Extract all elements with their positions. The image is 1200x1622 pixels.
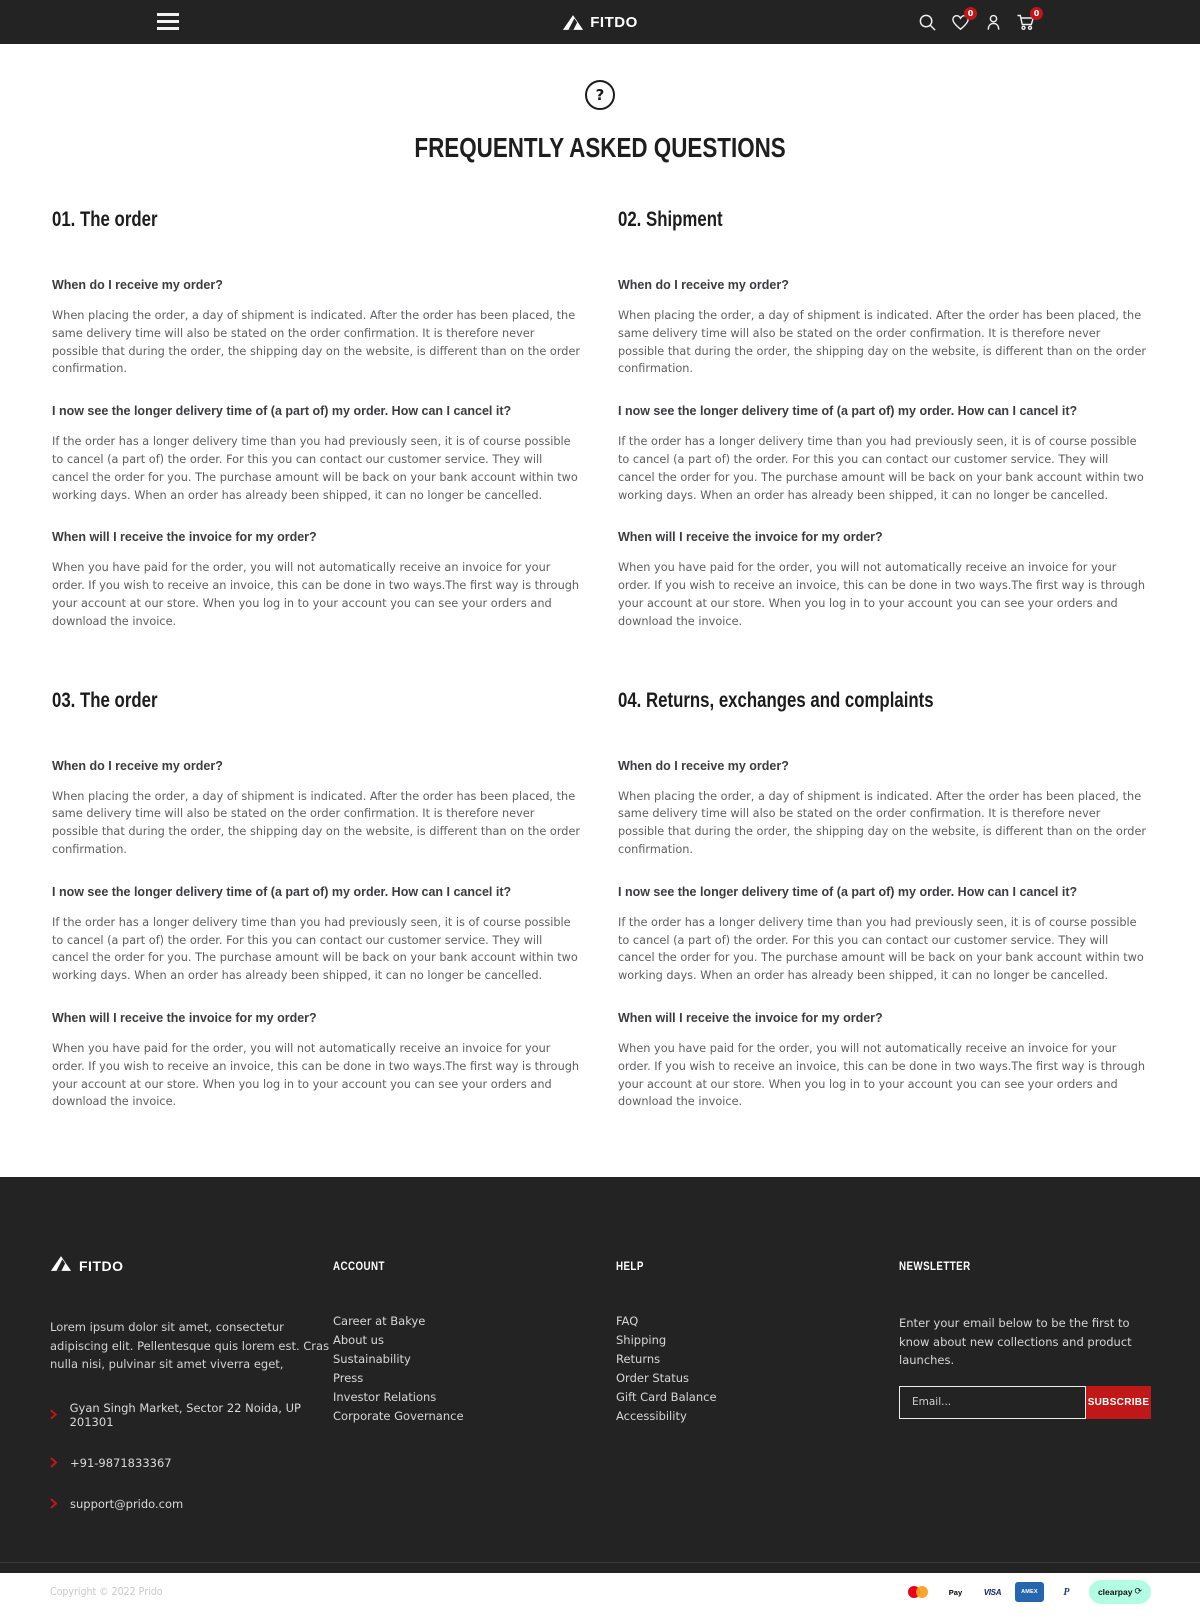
site-header	[0, 0, 1200, 44]
footer-link-gift-card-balance[interactable]: Gift Card Balance	[616, 1390, 717, 1405]
faq-answer: If the order has a longer delivery time than you had previously seen, it is of course possible to cancel (a part of) the order. For this you can contact our customer service. They will cancel the order for you. The purchase amount will be back on your bank account within two working days. When an order has already been shipped, it can no longer be cancelled.	[52, 915, 578, 983]
footer-link-sustainability[interactable]: Sustainability	[333, 1352, 411, 1367]
faq-question: When do I receive my order?	[618, 278, 789, 292]
logo[interactable]	[562, 14, 638, 31]
paypal-icon: P	[1052, 1582, 1081, 1602]
faq-item	[52, 885, 582, 985]
wishlist-count-badge: 0	[964, 7, 977, 20]
faq-answer: If the order has a longer delivery time than you had previously seen, it is of course possible to cancel (a part of) the order. For this you can contact our customer service. They will cancel the order for you. The purchase amount will be back on your bank account within two working days. When an order has already been shipped, it can no longer be cancelled.	[618, 915, 1144, 983]
site-footer	[0, 1177, 1200, 1599]
faq-question: I now see the longer delivery time of (a part of) my order. How can I cancel it?	[618, 884, 1078, 899]
faq-question: When do I receive my order?	[52, 278, 223, 292]
footer-about-column	[50, 1255, 333, 1511]
footer-link-shipping[interactable]: Shipping	[616, 1333, 667, 1348]
footer-account-column	[333, 1255, 616, 1511]
amex-icon: AMEX	[1015, 1582, 1044, 1602]
faq-item	[52, 404, 582, 504]
copyright-text: Copyright © 2022 Prido	[50, 1586, 163, 1599]
section-heading: 02. Shipment	[618, 208, 723, 231]
footer-account-links	[333, 1312, 616, 1426]
cart-count-badge: 0	[1030, 7, 1043, 20]
footer-link-press[interactable]: Press	[333, 1371, 364, 1386]
account-icon[interactable]	[982, 11, 1004, 33]
footer-logo[interactable]	[50, 1255, 333, 1276]
faq-question: When do I receive my order?	[618, 758, 789, 773]
main-content	[0, 44, 1200, 1111]
footer-account-heading: ACCOUNT	[333, 1261, 385, 1274]
footer-link-faq[interactable]: FAQ	[616, 1314, 639, 1329]
faq-answer: When placing the order, a day of shipment is indicated. After the order has been placed, the same delivery time will also be stated on the order confirmation. It is therefore never possible that during the order, the shipping day on the website, is different than on the order confirmation.	[52, 309, 581, 376]
faq-question: I now see the longer delivery time of (a part of) my order. How can I cancel it?	[52, 884, 512, 899]
chevron-right-icon	[50, 1457, 57, 1468]
footer-help-heading: HELP	[616, 1261, 644, 1274]
footer-phone[interactable]: +91-9871833367	[50, 1456, 333, 1470]
faq-answer: When placing the order, a day of shipment is indicated. After the order has been placed, the same delivery time will also be stated on the order confirmation. It is therefore never possible that during the order, the shipping day on the website, is different than on the order confirmation.	[618, 309, 1147, 376]
wishlist-icon[interactable]	[949, 9, 974, 33]
newsletter-form	[899, 1386, 1151, 1419]
visa-icon: VISA	[978, 1582, 1007, 1602]
faq-answer: When you have paid for the order, you will not automatically receive an invoice for your order. If you wish to receive an invoice, this can be done in two ways.The first way is through your account at our store. When you log in to your account you can see your orders and download the invoice.	[52, 1041, 580, 1109]
faq-section-02	[618, 208, 1148, 631]
section-heading: 04. Returns, exchanges and complaints	[618, 688, 934, 712]
faq-answer: If the order has a longer delivery time than you had previously seen, it is of course possible to cancel (a part of) the order. For this you can contact our customer service. They will cancel the order for you. The purchase amount will be back on your bank account within two working days. When an order has already been shipped, it can no longer be cancelled.	[618, 435, 1144, 502]
payment-methods	[904, 1580, 1151, 1604]
brand-name: FITDO	[590, 13, 638, 31]
faq-item	[52, 1011, 582, 1111]
faq-section-03	[52, 689, 582, 1112]
clearpay-icon: clearpay ⟳	[1089, 1580, 1151, 1604]
logo-mountain-icon	[562, 14, 584, 31]
faq-item	[618, 885, 1148, 985]
footer-link-accessibility[interactable]: Accessibility	[616, 1409, 687, 1424]
faq-grid	[52, 208, 1148, 1111]
faq-item	[618, 278, 1148, 378]
faq-item	[618, 404, 1148, 504]
footer-contact-list	[50, 1401, 333, 1511]
faq-answer: When placing the order, a day of shipment is indicated. After the order has been placed, the same delivery time will also be stated on the order confirmation. It is therefore never possible that during the order, the shipping day on the website, is different than on the order confirmation.	[618, 789, 1147, 856]
footer-newsletter-heading: NEWSLETTER	[899, 1261, 971, 1274]
footer-link-investor-relations[interactable]: Investor Relations	[333, 1390, 437, 1405]
faq-item	[52, 278, 582, 378]
search-icon[interactable]	[916, 11, 938, 33]
brand-name: FITDO	[79, 1257, 124, 1274]
footer-link-about-us[interactable]: About us	[333, 1333, 384, 1348]
chevron-right-icon	[50, 1498, 57, 1509]
faq-item	[618, 1011, 1148, 1111]
faq-item	[52, 530, 582, 630]
faq-question: When will I receive the invoice for my order?	[52, 1010, 317, 1025]
faq-section-04	[618, 689, 1148, 1112]
footer-help-links	[616, 1312, 899, 1426]
faq-answer: When you have paid for the order, you will not automatically receive an invoice for your order. If you wish to receive an invoice, this can be done in two ways.The first way is through your account at our store. When you log in to your account you can see your orders and download the invoice.	[618, 561, 1146, 628]
faq-question: I now see the longer delivery time of (a part of) my order. How can I cancel it?	[618, 404, 1078, 419]
newsletter-email-input[interactable]	[899, 1386, 1086, 1419]
help-circle-icon: ?	[585, 80, 615, 110]
subscribe-button[interactable]: SUBSCRIBE	[1086, 1386, 1151, 1419]
footer-newsletter-column	[899, 1255, 1151, 1511]
header-icons	[916, 0, 1040, 44]
footer-link-order-status[interactable]: Order Status	[616, 1371, 689, 1386]
faq-answer: When placing the order, a day of shipment is indicated. After the order has been placed, the same delivery time will also be stated on the order confirmation. It is therefore never possible that during the order, the shipping day on the website, is different than on the order confirmation.	[52, 789, 581, 856]
cart-icon[interactable]	[1015, 9, 1040, 33]
footer-address[interactable]: Gyan Singh Market, Sector 22 Noida, UP 201301	[50, 1401, 333, 1429]
faq-section-01	[52, 208, 582, 631]
newsletter-text: Enter your email below to be the first to know about new collections and product launches.	[899, 1316, 1132, 1368]
footer-link-career[interactable]: Career at Bakye	[333, 1314, 426, 1329]
mastercard-icon	[904, 1582, 933, 1602]
faq-answer: When you have paid for the order, you will not automatically receive an invoice for your order. If you wish to receive an invoice, this can be done in two ways.The first way is through your account at our store. When you log in to your account you can see your orders and download the invoice.	[618, 1041, 1146, 1109]
faq-answer: If the order has a longer delivery time than you had previously seen, it is of course possible to cancel (a part of) the order. For this you can contact our customer service. They will cancel the order for you. The purchase amount will be back on your bank account within two working days. When an order has already been shipped, it can no longer be cancelled.	[52, 435, 578, 502]
faq-question: When will I receive the invoice for my order?	[618, 1010, 883, 1025]
menu-icon[interactable]	[157, 13, 179, 30]
footer-about-text: Lorem ipsum dolor sit amet, consectetur adipiscing elit. Pellentesque quis lorem est. Cras nulla nisi, pulvinar sit amet viverra eget,	[50, 1320, 330, 1372]
chevron-right-icon	[50, 1409, 57, 1420]
footer-link-corporate-governance[interactable]: Corporate Governance	[333, 1409, 464, 1424]
page-title: FREQUENTLY ASKED QUESTIONS	[414, 132, 786, 163]
section-heading: 01. The order	[52, 208, 158, 231]
faq-question: I now see the longer delivery time of (a part of) my order. How can I cancel it?	[52, 404, 512, 419]
footer-help-column	[616, 1255, 899, 1511]
footer-email[interactable]: support@prido.com	[50, 1497, 333, 1511]
footer-link-returns[interactable]: Returns	[616, 1352, 661, 1367]
faq-question: When will I receive the invoice for my order?	[618, 530, 883, 545]
faq-question: When do I receive my order?	[52, 758, 223, 773]
faq-answer: When you have paid for the order, you will not automatically receive an invoice for your order. If you wish to receive an invoice, this can be done in two ways.The first way is through your account at our store. When you log in to your account you can see your orders and download the invoice.	[52, 561, 580, 628]
faq-item	[52, 759, 582, 859]
faq-question: When will I receive the invoice for my order?	[52, 530, 317, 545]
logo-mountain-icon	[50, 1255, 72, 1276]
faq-item	[618, 759, 1148, 859]
faq-item	[618, 530, 1148, 630]
footer-bottom-bar	[0, 1563, 1200, 1622]
section-heading: 03. The order	[52, 688, 158, 712]
apple-pay-icon: Pay	[941, 1582, 970, 1602]
